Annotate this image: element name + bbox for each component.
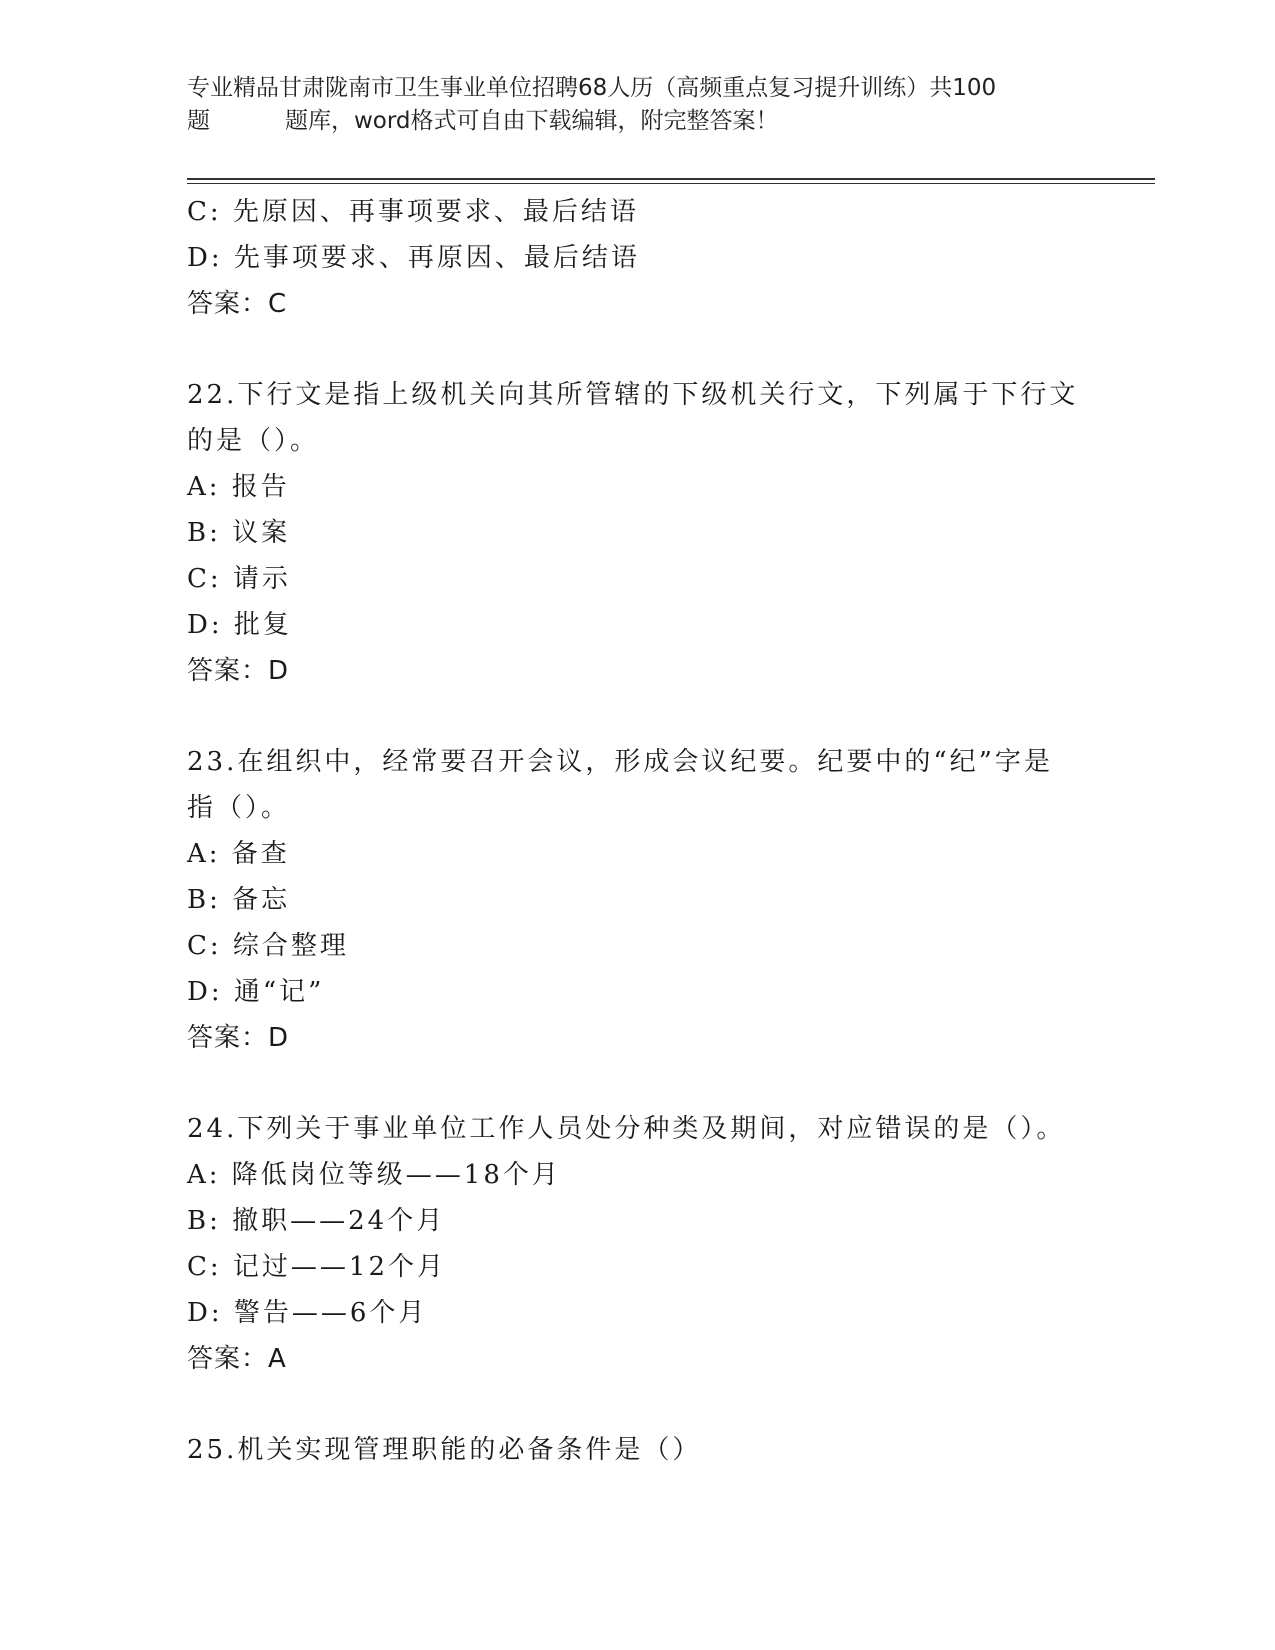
question-block-25	[187, 1427, 1087, 1473]
question-stem-cont: 指（）。	[187, 793, 291, 823]
option-b: B: 备忘	[187, 885, 291, 915]
question-list	[187, 189, 1087, 1473]
question-stem: 25.机关实现管理职能的必备条件是（）	[187, 1435, 702, 1465]
question-block-22	[187, 372, 1087, 694]
header-divider-thin	[187, 183, 1155, 184]
option-c: C: 综合整理	[187, 931, 349, 961]
question-stem-cont: 的是（）。	[187, 426, 320, 456]
answer-line: 答案：D	[187, 1023, 290, 1053]
header-title-line2-b: 题库，word格式可自由下载编辑，附完整答案！	[285, 108, 779, 134]
option-b: B: 议案	[187, 518, 291, 548]
question-stem: 22.下行文是指上级机关向其所管辖的下级机关行文，下列属于下行文	[187, 380, 1079, 410]
option-c: C: 请示	[187, 564, 291, 594]
header-title-line2	[187, 105, 1087, 138]
question-block-24	[187, 1106, 1087, 1382]
question-block-23	[187, 739, 1087, 1061]
option-c: C: 记过——12个月	[187, 1252, 447, 1282]
document-header	[187, 72, 1087, 138]
header-title-line2-a: 题	[187, 108, 210, 134]
answer-line: 答案：A	[187, 1344, 287, 1374]
option-a: A: 备查	[187, 839, 290, 869]
option-d: D: 警告——6个月	[187, 1298, 428, 1328]
answer-line: 答案：C	[187, 289, 288, 319]
option-b: B: 撤职——24个月	[187, 1206, 446, 1236]
option-d: D: 批复	[187, 610, 292, 640]
option-a: A: 降低岗位等级——18个月	[187, 1160, 561, 1190]
question-stem: 24.下列关于事业单位工作人员处分种类及期间，对应错误的是（）。	[187, 1114, 1066, 1144]
question-stem: 23.在组织中，经常要召开会议，形成会议纪要。纪要中的“纪”字是	[187, 747, 1053, 777]
header-divider-thick	[187, 178, 1155, 180]
question-block-21	[187, 189, 1087, 327]
option-a: A: 报告	[187, 472, 290, 502]
header-title-line1: 专业精品甘肃陇南市卫生事业单位招聘68人历（高频重点复习提升训练）共100	[187, 75, 997, 101]
answer-line: 答案：D	[187, 656, 290, 686]
option-d: D: 通“记”	[187, 977, 325, 1007]
option-d: D: 先事项要求、再原因、最后结语	[187, 243, 640, 273]
option-c: C: 先原因、再事项要求、最后结语	[187, 197, 639, 227]
